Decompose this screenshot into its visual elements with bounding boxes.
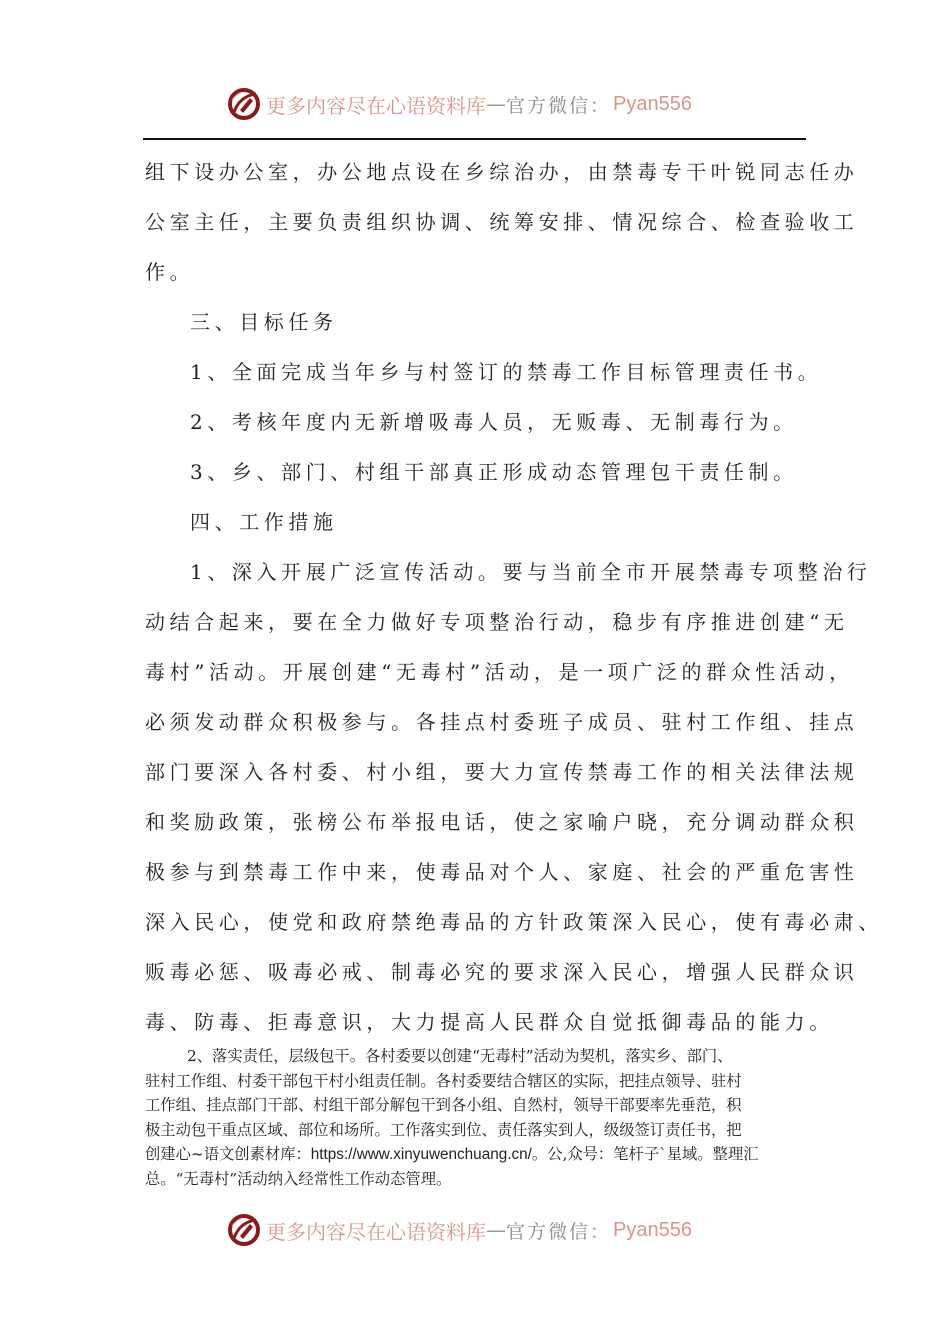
small-line: 总。“无毒村”活动纳入经常性工作动态管理。 <box>145 1169 452 1188</box>
header-divider <box>143 138 806 140</box>
body-line: 公室主任，主要负责组织协调、统筹安排、情况综合、检查验收工 <box>145 210 859 234</box>
list-item: 3、乡、部门、村组干部真正形成动态管理包干责任制。 <box>190 460 798 484</box>
body-line: 组下设办公室，办公地点设在乡综治办，由禁毒专干叶锐同志任办 <box>145 160 859 184</box>
body-line: 和奖励政策，张榜公布举报电话，使之家喻户晓，充分调动群众积 <box>145 810 859 834</box>
body-line: 必须发动群众积极参与。各挂点村委班子成员、驻村工作组、挂点 <box>145 710 859 734</box>
banner-dash: — <box>486 92 506 116</box>
pen-nib-logo-icon <box>226 86 262 122</box>
small-line: 驻村工作组、村委干部包干村小组责任制。各村委要结合辖区的实际，把挂点领导、驻村 <box>145 1071 742 1090</box>
body-line: 动结合起来，要在全力做好专项整治行动，稳步有序推进创建“无 <box>145 610 849 634</box>
section-heading: 三、目标任务 <box>190 310 338 334</box>
list-item: 2、考核年度内无新增吸毒人员，无贩毒、无制毒行为。 <box>190 410 798 434</box>
banner-wechat-label: 官方微信： <box>506 1220 612 1243</box>
banner-main-text: 更多内容尽在心语资料库 <box>266 93 486 118</box>
banner-wechat-label: 官方微信： <box>506 94 612 117</box>
header-banner <box>226 84 692 124</box>
body-line: 极参与到禁毒工作中来，使毒品对个人、家庭、社会的严重危害性 <box>145 860 859 884</box>
body-line: 毒村”活动。开展创建“无毒村”活动，是一项广泛的群众性活动， <box>145 660 854 684</box>
banner-wechat-id: Pyan556 <box>613 92 692 115</box>
small-line: 极主动包干重点区域、部位和场所。工作落实到位、责任落实到人，级级签订责任书，把 <box>145 1120 742 1139</box>
pen-nib-logo-icon <box>226 1212 262 1248</box>
small-line: 工作组、挂点部门干部、村组干部分解包干到各小组、自然村，领导干部要率先垂范，积 <box>145 1096 742 1114</box>
body-line: 贩毒必惩、吸毒必戒、制毒必究的要求深入民心，增强人民群众识 <box>145 960 859 984</box>
small-line-prefix: 创建心~语文创素材库： <box>145 1145 311 1163</box>
body-line: 1、深入开展广泛宣传活动。要与当前全市开展禁毒专项整治行 <box>190 560 872 584</box>
banner-dash: — <box>486 1218 506 1242</box>
list-item: 1、全面完成当年乡与村签订的禁毒工作目标管理责任书。 <box>190 360 823 384</box>
small-paragraph <box>145 1044 825 1191</box>
small-line-suffix: 。公,众号：笔杆子`星域。整理汇 <box>531 1145 759 1163</box>
banner-main-text: 更多内容尽在心语资料库 <box>266 1219 486 1244</box>
small-line <box>145 1142 825 1167</box>
body-line: 作。 <box>145 260 195 284</box>
small-line: 2、落实责任，层级包干。各村委要以创建“无毒村”活动为契机，落实乡、部门、 <box>187 1047 733 1065</box>
section-heading: 四、工作措施 <box>190 510 338 534</box>
body-line: 部门要深入各村委、村小组，要大力宣传禁毒工作的相关法律法规 <box>145 760 859 784</box>
document-body <box>145 157 883 1057</box>
footer-banner <box>226 1210 692 1250</box>
website-link[interactable]: https://www.xinyuwenchuang.cn/ <box>310 1146 532 1163</box>
body-line: 毒、防毒、拒毒意识，大力提高人民群众自觉抵御毒品的能力。 <box>145 1010 834 1034</box>
body-line: 深入民心，使党和政府禁绝毒品的方针政策深入民心，使有毒必肃、 <box>145 910 883 934</box>
banner-wechat-id: Pyan556 <box>613 1218 692 1241</box>
